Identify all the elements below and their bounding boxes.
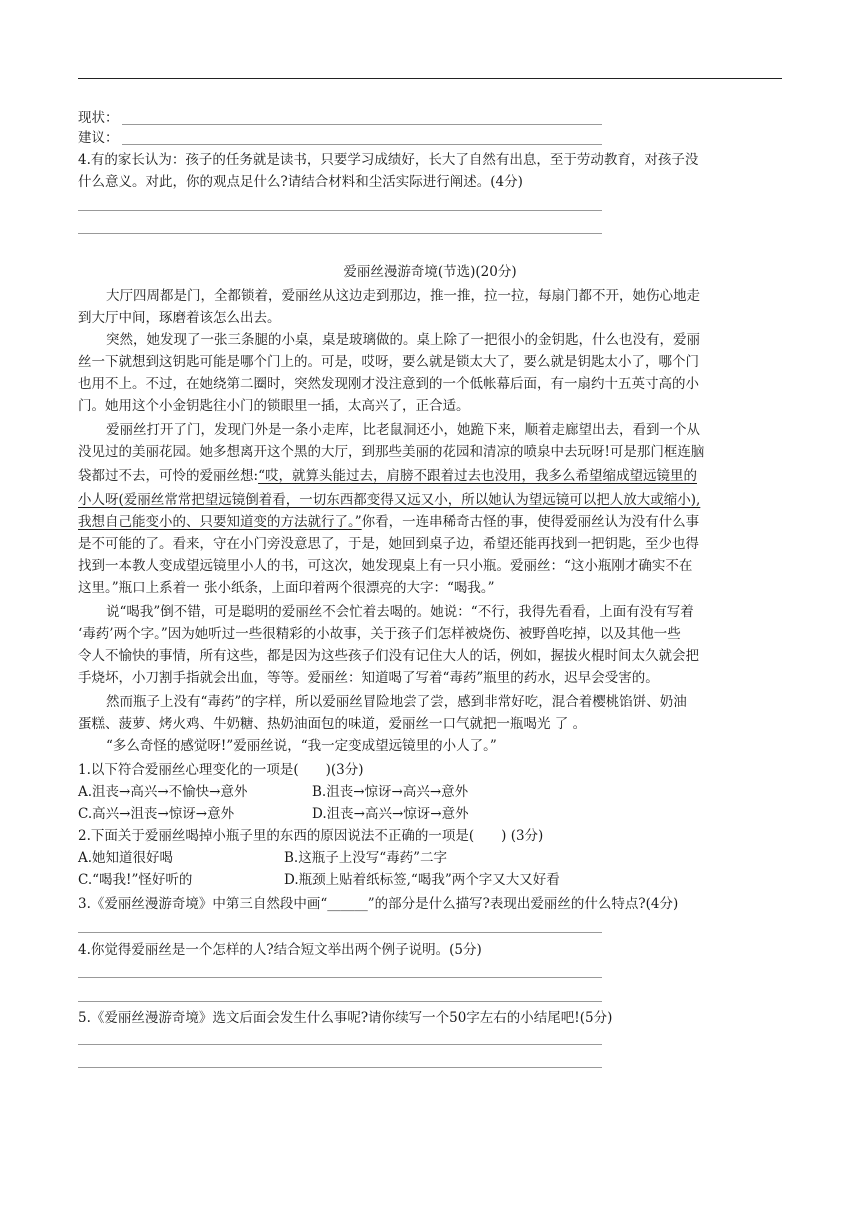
passage-line: 没见过的美丽花园。她多想离开这个黑的大厅，到那些美丽的花园和清凉的喷泉中去玩呀!可是那门框连脑 [78, 444, 705, 460]
q2-option-c[interactable]: C.“喝我!”怪好听的 [78, 872, 193, 888]
passage-text: 袋都过不去，可怜的爱丽丝想: [78, 468, 259, 484]
passage-line: “多么奇怪的感觉呀!”爱丽丝说，“我一定变成望远镜里的小人了。” [106, 738, 497, 754]
question-2: 2.下面关于爱丽丝喝掉小瓶子里的东西的原因说法不正确的一项是( ) (3分) [78, 828, 544, 844]
passage-text: 你看，一连串稀奇古怪的事，使得爱丽丝认为没有什么事 [361, 514, 700, 530]
passage-line [78, 490, 700, 510]
passage-line: 大厅四周都是门，全都锁着，爱丽丝从这边走到那边，推一推，拉一拉，每扇门都不开，她伤心地走 [106, 288, 700, 304]
q5-answer-line-1[interactable] [78, 1044, 602, 1045]
passage-line: 是不可能的了。看来，守在小门旁没意思了，于是，她回到桌子边，希望还能再找到一把钥匙，至少也得 [78, 536, 699, 552]
passage-line: 丝一下就想到这钥匙可能是哪个门上的。可是，哎呀，要么就是锁太大了，要么就是钥匙太小了，哪个门 [78, 354, 699, 370]
q1-option-c[interactable]: C.高兴→沮丧→惊讶→意外 [78, 806, 235, 822]
suggest-label: 建议： [78, 130, 119, 146]
q2-option-a[interactable]: A.她知道很好喝 [78, 850, 174, 866]
passage-line: 令人不愉快的事情，所有这些，都是因为这些孩子们没有记住大人的话，例如，握拔火棍时间太久就会把 [78, 648, 699, 664]
q3-answer-line[interactable] [78, 932, 602, 933]
passage-line: 门。她用这个小金钥匙往小门的锁眼里一插，太高兴了，正合适。 [78, 398, 470, 414]
passage-line [78, 512, 699, 532]
header-rule [78, 78, 782, 79]
passage-title: 爱丽丝漫游奇境(节选)(20分) [343, 264, 517, 280]
status-answer-line[interactable] [122, 124, 602, 125]
passage-line: 然而瓶子上没有“毒药”的字样，所以爱丽丝冒险地尝了尝，感到非常好吃，混合着樱桃馅饼、奶油 [106, 694, 687, 710]
passage-line: 手烧坏，小刀割手指就会出血，等等。爱丽丝：知道喝了写着“毒药”瓶里的药水，迟早会受害的。 [78, 670, 659, 686]
passage-line: 也用不上。不过，在她绕第二圈时，突然发现刚才没注意到的一个低帐幕后面，有一扇约十五英寸高的小 [78, 376, 699, 392]
q4-text-line1: 4.有的家长认为：孩子的任务就是读书，只要学习成绩好，长大了自然有出息，至于劳动教育，对孩子没 [78, 152, 699, 168]
passage-line: 说“喝我”倒不错，可是聪明的爱丽丝不会忙着去喝的。她说：“不行，我得先看看，上面有没有写着 [106, 604, 694, 620]
question-5: 5.《爱丽丝漫游奇境》选文后面会发生什么事呢?请你续写一个50字左右的小结尾吧!(5分) [78, 1010, 613, 1026]
passage-line: 到大厅中间，琢磨着该怎么出去。 [78, 310, 281, 326]
passage-line: 突然，她发现了一张三条腿的小桌，桌是玻璃做的。桌上除了一把很小的金钥匙，什么也没有，爱丽 [106, 332, 700, 348]
passage-line: 这里。”瓶口上系着一 张小纸条，上面印着两个很漂亮的大字：“喝我。” [78, 580, 495, 596]
passage-line: 蛋糕、菠萝、烤火鸡、牛奶糖、热奶油面包的味道，爱丽丝一口气就把一瓶喝光 了 。 [78, 716, 587, 732]
q4b-answer-line-1[interactable] [78, 977, 602, 978]
q1-option-a[interactable]: A.沮丧→高兴→不愉快→意外 [78, 784, 248, 800]
question-3: 3.《爱丽丝漫游奇境》中第三自然段中画“______”的部分是什么描写?表现出爱丽丝的什么特点?(4分) [78, 896, 679, 912]
q2-option-d[interactable]: D.瓶颈上贴着纸标签,“喝我”两个字又大又好看 [284, 872, 560, 888]
underlined-passage: 小人呀(爱丽丝常常把望远镜倒着看，一切东西都变得又远又小，所以她认为望远镜可以把人放大或缩小), [78, 492, 701, 508]
question-1: 1.以下符合爱丽丝心理变化的一项是( )(3分) [78, 762, 364, 778]
underlined-passage: 我想自己能变小的、只要知道变的方法就行了。” [78, 514, 362, 530]
q4-answer-line-2[interactable] [78, 233, 602, 234]
q4b-answer-line-2[interactable] [78, 1001, 602, 1002]
q2-option-b[interactable]: B.这瓶子上没写“毒药”二字 [284, 850, 448, 866]
question-4: 4.你觉得爱丽丝是一个怎样的人?结合短文举出两个例子说明。(5分) [78, 942, 482, 958]
q4-answer-line-1[interactable] [78, 210, 602, 211]
q1-option-d[interactable]: D.沮丧→高兴→惊讶→意外 [312, 806, 469, 822]
q4-text-line2: 什么意义。对此，你的观点足什么?请结合材料和尘活实际进行阐述。(4分) [78, 174, 523, 190]
passage-line [78, 466, 697, 486]
status-label: 现状： [78, 110, 119, 126]
q5-answer-line-2[interactable] [78, 1067, 602, 1068]
passage-line: 找到一本教人变成望远镜里小人的书，可这次，她发现桌上有一只小瓶。爱丽丝：“这小瓶刚才确实不在 [78, 558, 693, 574]
underlined-passage: “哎，就算头能过去，肩膀不跟着过去也没用，我多么希望缩成望远镜里的 [258, 468, 697, 484]
passage-line: 爱丽丝打开了门，发现门外是一条小走库，比老鼠洞还小，她跪下来，顺着走廊望出去，看到一个从 [106, 422, 700, 438]
passage-line: ‘毒药’两个字。”因为她听过一些很精彩的小故事，关于孩子们怎样被烧伤、被野兽吃掉，以及其他一些 [78, 626, 681, 642]
suggest-answer-line[interactable] [122, 144, 602, 145]
q1-option-b[interactable]: B.沮丧→惊讶→高兴→意外 [312, 784, 469, 800]
